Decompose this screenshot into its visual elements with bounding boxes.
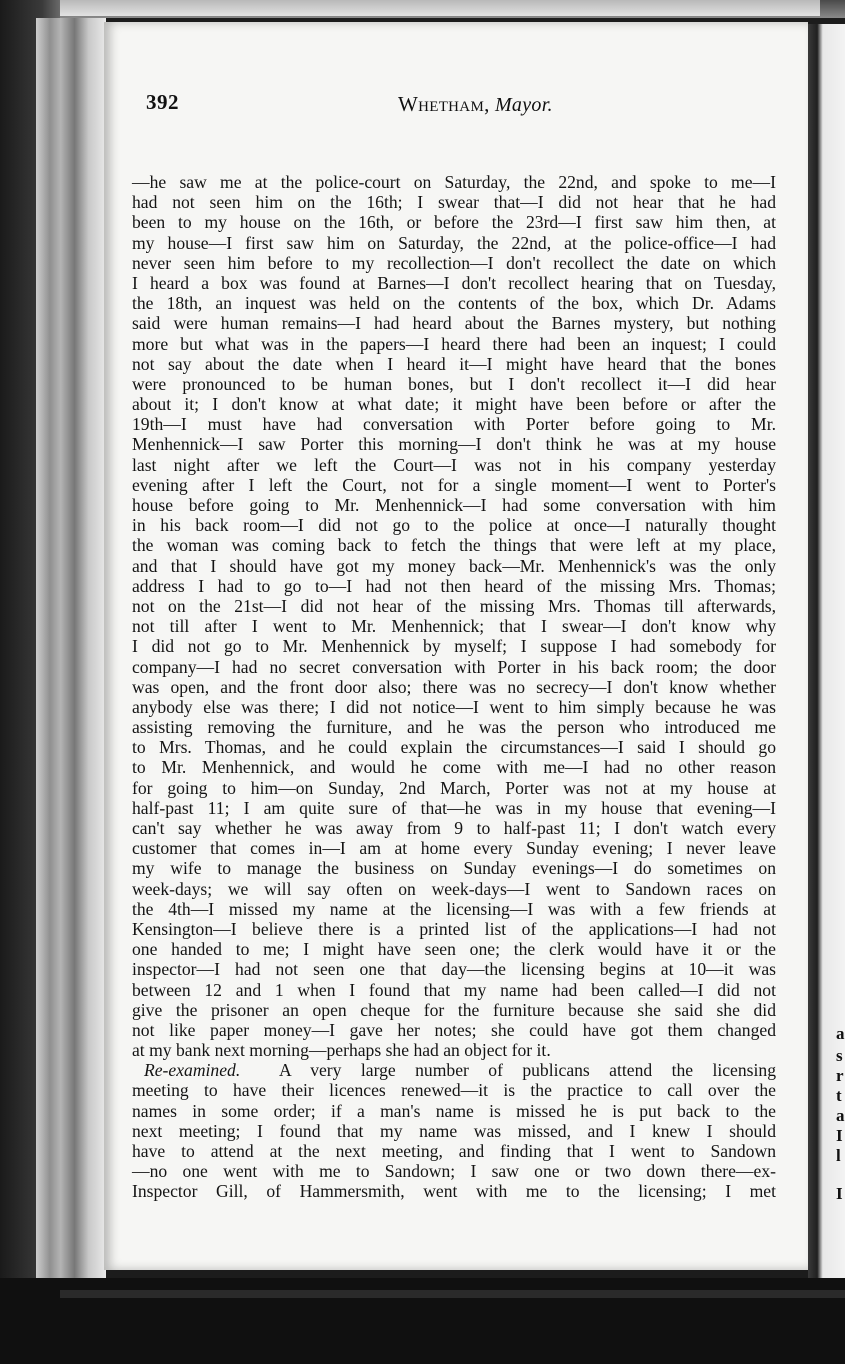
text-line: the 18th, an inquest was held on the contents of the box, which Dr. Adams — [132, 293, 776, 314]
text-line: the woman was coming back to fetch the things that were left at my place, — [132, 535, 776, 556]
text-line: to Mrs. Thomas, and he could explain the circumstances—I said I should go — [132, 737, 776, 758]
book-spine — [36, 18, 106, 1280]
text-line: Menhennick—I saw Porter this morning—I don't think he was at my house — [132, 434, 776, 455]
text-line: the 4th—I missed my name at the licensing—I was with a few friends at — [132, 898, 776, 919]
text-line: one handed to me; I might have seen one; the clerk would have it or the — [132, 939, 776, 960]
margin-glyph: a — [836, 1106, 845, 1125]
text-line: names in some order; if a man's name is missed he is put back to the — [132, 1100, 776, 1121]
text-line: company—I had no secret conversation with Porter in his back room; the door — [132, 656, 776, 677]
text-line: not say about the date when I heard it—I might have heard that the bones — [132, 353, 776, 374]
running-head-title: Mayor. — [494, 94, 553, 116]
text-line: Kensington—I believe there is a printed list of the applications—I had not — [132, 918, 776, 939]
text-line: meeting to have their licences renewed—it is the practice to call over the — [132, 1080, 776, 1101]
text-line: —he saw me at the police-court on Saturday, the 22nd, and spoke to me—I — [132, 172, 776, 192]
page-number: 392 — [146, 90, 179, 114]
text-line: inspector—I had not seen one that day—the licensing begins at 10—it was — [132, 959, 776, 980]
text-line: have to attend at the next meeting, and finding that I went to Sandown — [132, 1141, 776, 1161]
reexamined-label: Re-examined. — [144, 1060, 241, 1081]
text-line: I did not go to Mr. Menhennick by myself; I suppose I had somebody for — [132, 636, 776, 657]
text-line: my wife to manage the business on Sunday evenings—I do sometimes on — [132, 858, 776, 879]
text-line: Inspector Gill, of Hammersmith, went with me to the licensing; I met — [132, 1181, 776, 1202]
text-line: more but what was in the papers—I heard there had been an inquest; I could — [132, 333, 776, 354]
text-line: give the prisoner an open cheque for the furniture because she said she did — [132, 999, 776, 1020]
text-line: next meeting; I found that my name was missed, and I knew I should — [132, 1120, 776, 1141]
text-line: for going to him—on Sunday, 2nd March, Porter was not at my house at — [132, 777, 776, 798]
margin-glyph: s — [836, 1046, 843, 1065]
scan-bottom-rule — [60, 1290, 845, 1298]
margin-glyph: a — [836, 1024, 845, 1043]
running-head-name: Whetham, — [398, 92, 490, 116]
text-line: 19th—I must have had conversation with Porter before going to Mr. — [132, 414, 776, 435]
text-line: evening after I left the Court, not for a single moment—I went to Porter's — [132, 474, 776, 495]
margin-glyph: r — [836, 1066, 844, 1085]
text-line: to Mr. Menhennick, and would he come with me—I had no other reason — [132, 757, 776, 778]
text-line: assisting removing the furniture, and he was the person who introduced me — [132, 717, 776, 738]
running-head — [398, 92, 553, 117]
text-line: I heard a box was found at Barnes—I don't recollect hearing that on Tuesday, — [132, 272, 776, 293]
text-line: never seen him before to my recollection—I don't recollect the date on which — [132, 252, 776, 273]
margin-glyph: l — [836, 1146, 841, 1165]
text-line: my house—I first saw him on Saturday, the 22nd, at the police-office—I had — [132, 232, 776, 253]
text-line: between 12 and 1 when I found that my name had been called—I did not — [132, 979, 776, 1000]
text-line: anybody else was there; I did not notice—I went to him simply because he was — [132, 696, 776, 717]
text-line: address I had to go to—I had not then heard of the missing Mrs. Thomas; — [132, 575, 776, 596]
text-line: and that I should have got my money back—Mr. Menhennick's was the only — [132, 555, 776, 576]
text-line: was open, and the front door also; there was no secrecy—I don't know whether — [132, 676, 776, 697]
text-line: last night after we left the Court—I was not in his company yesterday — [132, 454, 776, 475]
text-line: customer that comes in—I am at home every Sunday evening; I never leave — [132, 838, 776, 859]
text-line: in his back room—I did not go to the police at once—I naturally thought — [132, 515, 776, 536]
text-line: not on the 21st—I did not hear of the missing Mrs. Thomas till afterwards, — [132, 595, 776, 616]
book-page — [104, 22, 808, 1270]
text-line: week-days; we will say often on week-days—I went to Sandown races on — [132, 878, 776, 899]
margin-glyph: t — [836, 1086, 842, 1105]
margin-glyph: I — [836, 1126, 843, 1145]
scan-top-paper — [60, 0, 820, 16]
text-line: not till after I went to Mr. Menhennick; that I swear—I don't know why — [132, 616, 776, 637]
facing-page-edge — [808, 24, 845, 1294]
text-line: been to my house on the 16th, or before the 23rd—I first saw him then, at — [132, 212, 776, 233]
text-line: not like paper money—I gave her notes; she could have got them changed — [132, 1019, 776, 1040]
text-line: house before going to Mr. Menhennick—I had some conversation with him — [132, 495, 776, 515]
text-line: at my bank next morning—perhaps she had an object for it. — [132, 1040, 551, 1061]
text-line: —no one went with me to Sandown; I saw one or two down there—ex- — [132, 1161, 776, 1182]
text-line: had not seen him on the 16th; I swear that—I did not hear that he had — [132, 192, 776, 213]
margin-glyph: I — [836, 1184, 843, 1203]
text-line: can't say whether he was away from 9 to half-past 11; I don't watch every — [132, 818, 776, 838]
text-line: half-past 11; I am quite sure of that—he was in my house that evening—I — [132, 797, 776, 818]
reexamined-line: Re-examined. A very large number of publicans attend the licensing — [144, 1060, 776, 1081]
text-line: were pronounced to be human bones, but I don't recollect it—I did hear — [132, 373, 776, 394]
text-line: about it; I don't know at what date; it might have been before or after the — [132, 394, 776, 415]
text-line: said were human remains—I had heard about the Barnes mystery, but nothing — [132, 313, 776, 334]
testimony-text — [132, 172, 776, 1202]
